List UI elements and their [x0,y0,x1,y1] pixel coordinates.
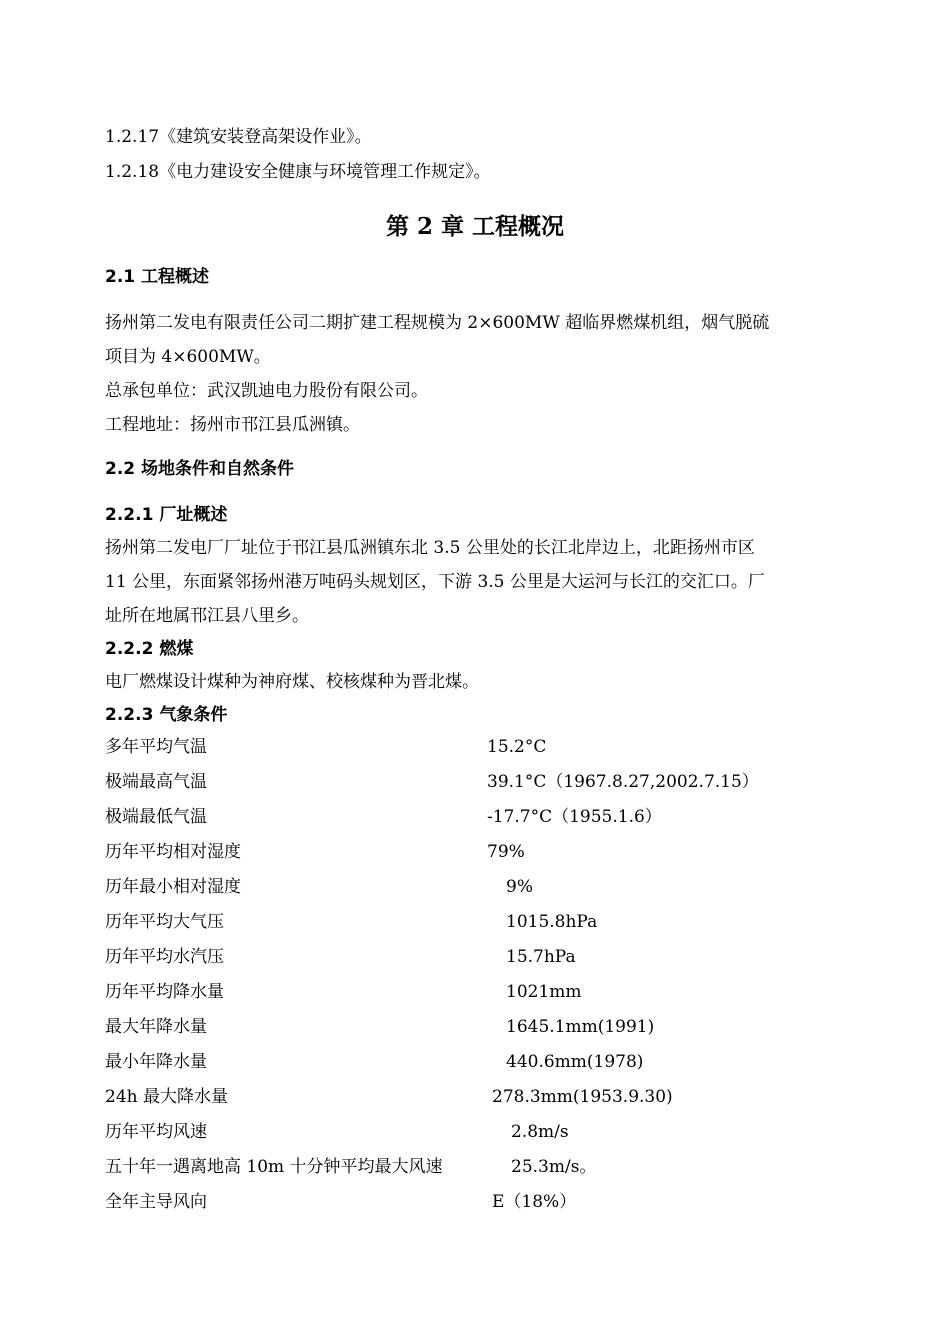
climate-row [105,946,845,968]
climate-value: 25.3m/s。 [511,1157,597,1177]
fuel-coal-text: 电厂燃煤设计煤种为神府煤、校核煤种为晋北煤。 [105,672,479,692]
site-overview-line-1: 扬州第二发电厂厂址位于邗江县瓜洲镇东北 3.5 公里处的长江北岸边上，北距扬州市区 [105,538,755,558]
project-scale-line-2: 项目为 4×600MW。 [105,347,271,367]
climate-label: 历年平均降水量 [105,982,224,1002]
climate-row [105,911,845,933]
climate-label: 最小年降水量 [105,1052,207,1072]
climate-value: 1015.8hPa [506,912,598,932]
climate-label: 极端最高气温 [105,772,207,792]
climate-label: 全年主导风向 [105,1192,207,1212]
climate-value: 39.1°C（1967.8.27,2002.7.15） [487,772,759,792]
climate-label: 历年最小相对湿度 [105,877,241,897]
site-overview-line-2: 11 公里，东面紧邻扬州港万吨码头规划区，下游 3.5 公里是大运河与长江的交汇口。厂 [105,572,765,592]
climate-label: 多年平均气温 [105,737,207,757]
climate-label: 最大年降水量 [105,1017,207,1037]
section-2-2-3-heading: 2.2.3 气象条件 [105,705,228,725]
climate-value: 1021mm [506,982,582,1002]
climate-label: 24h 最大降水量 [105,1087,228,1107]
climate-label: 极端最低气温 [105,807,207,827]
climate-row [105,1156,845,1178]
reference-1-2-18: 1.2.18《电力建设安全健康与环境管理工作规定》。 [105,162,491,182]
climate-value: 9% [506,877,533,897]
project-address: 工程地址：扬州市邗江县瓜洲镇。 [105,415,360,435]
climate-row [105,1016,845,1038]
climate-value: E（18%） [492,1192,577,1212]
section-2-1-heading: 2.1 工程概述 [105,267,210,287]
climate-label: 历年平均大气压 [105,912,224,932]
climate-row [105,1051,845,1073]
climate-row [105,736,845,758]
climate-value: 79% [487,842,525,862]
climate-label: 历年平均水汽压 [105,947,224,967]
climate-value: 15.2°C [487,737,547,757]
climate-row [105,841,845,863]
climate-value: 2.8m/s [511,1122,569,1142]
climate-row [105,771,845,793]
climate-value: 15.7hPa [506,947,576,967]
section-2-2-heading: 2.2 场地条件和自然条件 [105,459,295,479]
general-contractor: 总承包单位：武汉凯迪电力股份有限公司。 [105,381,428,401]
climate-row [105,1121,845,1143]
climate-row [105,981,845,1003]
climate-row [105,1191,845,1213]
climate-row [105,806,845,828]
reference-1-2-17: 1.2.17《建筑安装登高架设作业》。 [105,127,372,147]
climate-value: 1645.1mm(1991) [506,1017,655,1037]
climate-label: 五十年一遇离地高 10m 十分钟平均最大风速 [105,1157,443,1177]
site-overview-line-3: 址所在地属邗江县八里乡。 [105,606,309,626]
climate-value: -17.7°C（1955.1.6） [487,807,662,827]
climate-row [105,1086,845,1108]
section-2-2-1-heading: 2.2.1 厂址概述 [105,505,228,525]
climate-value: 440.6mm(1978) [506,1052,644,1072]
climate-row [105,876,845,898]
climate-label: 历年平均风速 [105,1122,207,1142]
climate-value: 278.3mm(1953.9.30) [492,1087,673,1107]
section-2-2-2-heading: 2.2.2 燃煤 [105,639,194,659]
project-scale-line-1: 扬州第二发电有限责任公司二期扩建工程规模为 2×600MW 超临界燃煤机组，烟气脱硫 [105,313,770,333]
chapter-title: 第 2 章 工程概况 [385,213,565,240]
climate-label: 历年平均相对湿度 [105,842,241,862]
